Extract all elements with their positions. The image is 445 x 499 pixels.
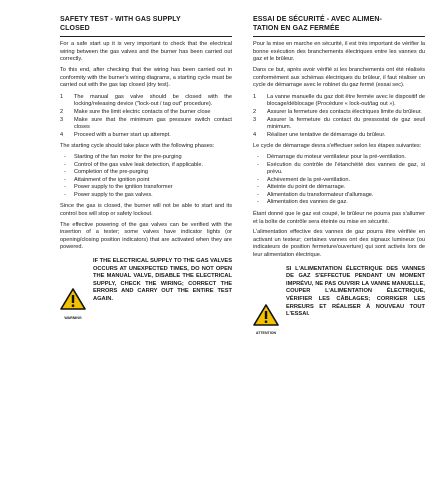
warning-label: ATTENTION (255, 331, 277, 336)
title-line-2: CLOSED (60, 24, 90, 32)
title-line-1: ESSAI DE SÉCURITÉ - AVEC ALIMEN- (253, 16, 382, 23)
step-number: 4 (60, 131, 64, 138)
intro-paragraph-2: To this end, after checking that the wiring has been carried out in conformity with the burner's wiring diagrams, a starting cycle must be carried out with the gas tap closed (dry test). (60, 66, 232, 89)
title-line-2: TATION EN GAZ FERMÉE (253, 24, 340, 32)
phase-item: - Starting of the fan motor for the pre-purging (60, 154, 232, 162)
step-item (253, 109, 425, 117)
warning-triangle-icon (60, 288, 86, 310)
step-number: 1 (253, 93, 257, 100)
title-rule (60, 36, 232, 37)
warning-box (60, 258, 232, 320)
phase-item: - Démarrage du moteur ventilateur pour la pré-ventilation. (253, 154, 425, 162)
warning-icon-wrapper (253, 304, 279, 338)
tester-paragraph: L'alimentation effective des vannes de gaz pourra être vérifiée en activant un testeur; certaines vannes ont des signaux lumineux (ou indicateurs de position fermeture/ouverture) qui sont activés lors de leur alimentation électrique. (253, 229, 425, 259)
phase-item: - Achèvement de la pré-ventilation. (253, 177, 425, 185)
step-text: Make sure the limit electric contacts of the burner close (74, 108, 211, 115)
step-number: 4 (253, 131, 257, 138)
step-number: 3 (253, 116, 257, 123)
english-column (60, 16, 232, 320)
title-line-1: SAFETY TEST - WITH GAS SUPPLY (60, 16, 181, 23)
step-text: The manual gas valve should be closed with the locking/releasing device ("lock-out / tag out" procedure). (74, 93, 232, 108)
phase-item: - Attainment of the ignition point (60, 177, 232, 185)
phases-list (253, 154, 425, 207)
warning-box (253, 265, 425, 336)
phase-item: - Power supply to the gas valves. (60, 192, 232, 200)
lockout-paragraph: Étant donné que le gaz est coupé, le brûleur ne pourra pas s'allumer et la boîte de contrôle sera éteinte ou mise en sécurité. (253, 211, 425, 225)
step-item (60, 117, 232, 132)
french-column (253, 16, 425, 336)
phase-item: - Atteinte du point de démarrage. (253, 184, 425, 192)
phase-item: - Alimentation du transformateur d'allumage. (253, 192, 425, 200)
intro-paragraph: For a safe start up it is very important to check that the electrical wiring between the gas valves and the burner has been carried out correctly. (60, 41, 232, 63)
step-number: 2 (253, 108, 257, 115)
step-item (60, 132, 232, 140)
step-item (253, 132, 425, 140)
section-title (60, 16, 232, 33)
warning-triangle-icon (253, 304, 279, 326)
step-number: 3 (60, 116, 64, 123)
tester-paragraph: The effective powering of the gas valves can be verified with the insertion of a tester; some valves have indicator lights (or opening/closing position indicators) that are activated when they are powered. (60, 221, 232, 251)
phases-list (60, 154, 232, 200)
phases-intro: The starting cycle should take place with the following phases: (60, 143, 215, 150)
intro-paragraph: Pour la mise en marche en sécurité, il est très important de vérifier la bonne exécution des branchements électriques entre les vannes du gaz et le brûleur. (253, 41, 425, 63)
phase-item: - Alimentation des vannes de gaz. (253, 199, 425, 207)
section-title (253, 16, 425, 33)
phase-item: - Exécution du contrôle de l'étanchéité des vannes de gaz, si prévu. (253, 162, 425, 177)
step-item (253, 117, 425, 132)
phase-item: - Control of the gas valve leak detection, if applicable. (60, 162, 232, 170)
step-text: Réaliser une tentative de démarrage du brûleur. (267, 131, 386, 138)
step-number: 2 (60, 108, 64, 115)
intro-paragraph-2: Dans ce but, après avoir vérifié si les branchements ont été réalisés conformément aux schémas électriques du brûleur, il faut réaliser un cycle de démarrage avec le robinet du gaz fermé (essai sec). (253, 66, 425, 89)
step-text: Assurer la fermeture du contact du pressostat de gaz seuil minimum. (267, 116, 425, 131)
phase-item: - Completion of the pre-purging (60, 169, 232, 177)
step-text: La vanne manuelle du gaz doit être fermée avec le dispositif de blocage/déblocage (Procédure « lock-out/tag out »). (267, 93, 425, 108)
step-item (253, 94, 425, 109)
title-rule (253, 36, 425, 37)
phase-item: - Power supply to the ignition transformer (60, 184, 232, 192)
steps-list (253, 94, 425, 140)
warning-icon-wrapper (60, 288, 86, 322)
step-item (60, 94, 232, 109)
step-text: Proceed with a burner start up attempt. (74, 131, 171, 138)
warning-label: WARNING (64, 315, 82, 320)
steps-list (60, 94, 232, 140)
warning-text: SI L'ALIMENTATION ÉLECTRIQUE DES VANNES DE GAZ S'EFFECTUE PENDANT UN MOMENT IMPRÉVU, NE PAS OUVRIR LA VANNE MANUELLE, COUPER L'ALIMENTATION ÉLECTRIQUE, VÉRIFIER LES CÂBLAGES; CORRIGER LES ERREURS ET RÉALISER À NOUVEAU TOUT L'ESSAI. (286, 265, 425, 318)
step-number: 1 (60, 93, 64, 100)
step-text: Assurer la fermeture des contacts électriques limite du brûleur. (267, 108, 422, 115)
step-item (60, 109, 232, 117)
step-text: Make sure that the minimum gas pressure switch contact closes (74, 116, 232, 131)
warning-text: IF THE ELECTRICAL SUPPLY TO THE GAS VALVES OCCURS AT UNEXPECTED TIMES, DO NOT OPEN THE MANUAL VALVE, DISABLE THE ELECTRICAL SUPPLY, CHECK THE WIRING; CORRECT THE ERRORS AND CARRY OUT THE ENTIRE TEST AGAIN. (93, 258, 232, 302)
lockout-paragraph: Since the gas is closed, the burner will not be able to start and its control box will stop or safety lockout. (60, 203, 232, 218)
phases-intro: Le cycle de démarrage devra s'effectuer selon les étapes suivantes: (253, 143, 422, 150)
